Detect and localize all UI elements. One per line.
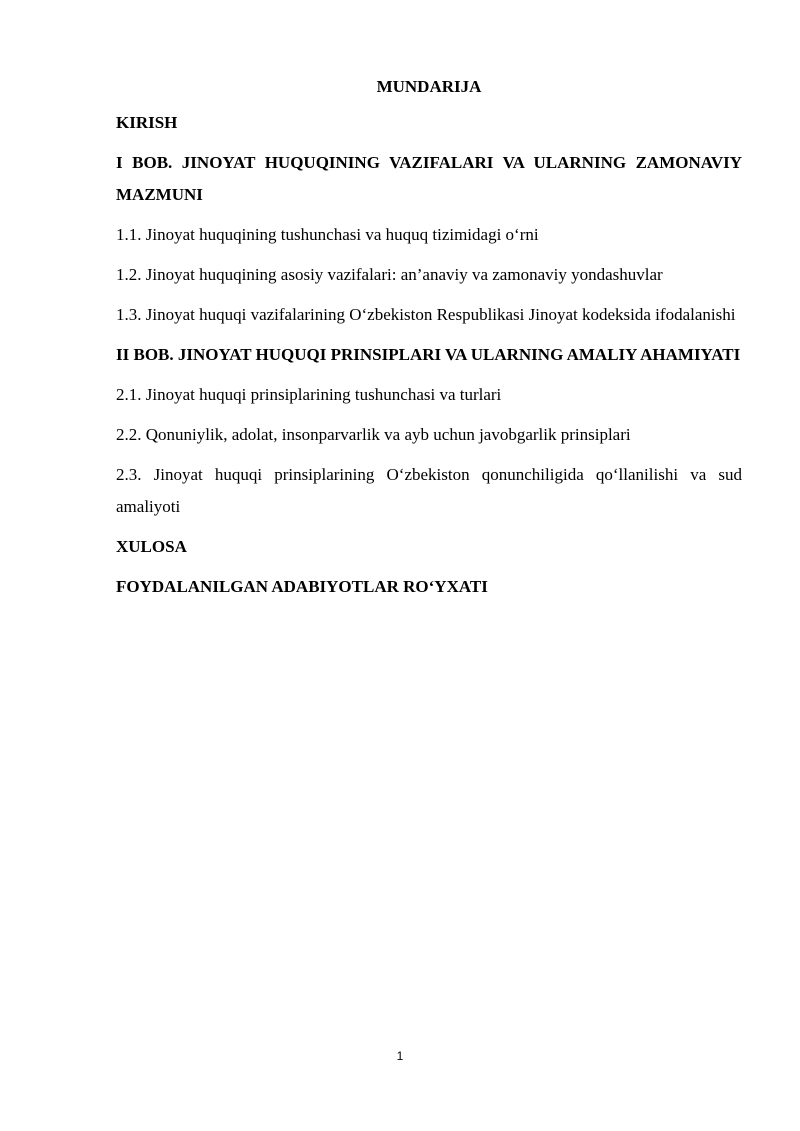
toc-section-1-1: 1.1. Jinoyat huquqining tushunchasi va huquq tizimidagi o‘rni bbox=[116, 225, 539, 244]
toc-section-2-2: 2.2. Qonuniylik, adolat, insonparvarlik va ayb uchun javobgarlik prinsiplari bbox=[116, 425, 631, 444]
toc-chapter-2: II BOB. JINOYAT HUQUQI PRINSIPLARI VA ULARNING AMALIY AHAMIYATI bbox=[116, 345, 741, 364]
toc-section-2-1: 2.1. Jinoyat huquqi prinsiplarining tushunchasi va turlari bbox=[116, 385, 502, 404]
toc-entry-introduction: KIRISH bbox=[116, 113, 178, 132]
toc-entry-conclusion: XULOSA bbox=[116, 537, 187, 556]
toc-entry-references: FOYDALANILGAN ADABIYOTLAR RO‘YXATI bbox=[116, 577, 488, 596]
table-of-contents bbox=[116, 74, 742, 611]
toc-chapter-1: I BOB. JINOYAT HUQUQINING VAZIFALARI VA ULARNING ZAMONAVIY MAZMUNI bbox=[116, 153, 742, 204]
toc-section-1-3: 1.3. Jinoyat huquqi vazifalarining O‘zbekiston Respublikasi Jinoyat kodeksida ifodalanishi bbox=[116, 305, 736, 324]
toc-section-2-3: 2.3. Jinoyat huquqi prinsiplarining O‘zbekiston qonunchiligida qo‘llanilishi va sud amaliyoti bbox=[116, 465, 742, 516]
page-title: MUNDARIJA bbox=[376, 77, 482, 96]
page-number: 1 bbox=[396, 1049, 404, 1063]
toc-section-1-2: 1.2. Jinoyat huquqining asosiy vazifalari: an’anaviy va zamonaviy yondashuvlar bbox=[116, 265, 663, 284]
